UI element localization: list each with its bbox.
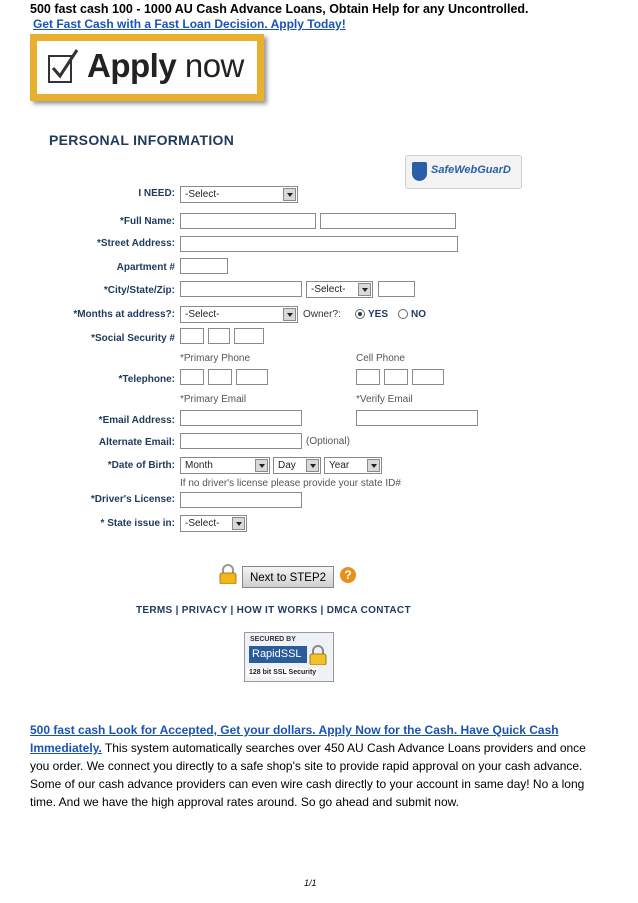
description-paragraph [30,721,608,811]
cell-phone-line-input[interactable] [412,369,444,385]
months-select[interactable]: -Select- [180,306,298,323]
apply-now-banner[interactable] [30,34,264,101]
city-input[interactable] [180,281,302,297]
chevron-down-icon [367,459,380,472]
first-name-input[interactable] [180,213,316,229]
page-title: 500 fast cash 100 - 1000 AU Cash Advance Loans, Obtain Help for any Uncontrolled. [30,2,529,16]
last-name-input[interactable] [320,213,456,229]
city-state-zip-label: *City/State/Zip: [103,285,175,296]
email-input[interactable] [180,410,302,426]
primary-phone-line-input[interactable] [236,369,268,385]
owner-yes-label: YES [368,309,389,320]
license-input[interactable] [180,492,302,508]
email-label: *Email Address: [98,415,175,426]
state-select[interactable]: -Select- [306,281,373,298]
apartment-label: Apartment # [116,262,175,273]
optional-note: (Optional) [306,436,350,447]
ssn-part3-input[interactable] [234,328,264,344]
need-select[interactable]: -Select- [180,186,298,203]
personal-info-heading: PERSONAL INFORMATION [49,132,235,148]
footer-links[interactable]: TERMS | PRIVACY | HOW IT WORKS | DMCA CONTACT [136,605,411,616]
padlock-icon [309,645,327,665]
apply-now-text: Apply now [87,47,244,84]
page-number: 1/1 [304,878,317,888]
chevron-down-icon [283,188,296,201]
owner-no-label: NO [411,309,426,320]
chevron-down-icon [232,517,245,530]
subtitle-link[interactable]: Get Fast Cash with a Fast Loan Decision. Apply Today! [33,17,346,31]
ssn-part1-input[interactable] [180,328,204,344]
verify-email-input[interactable] [356,410,478,426]
state-issue-label: * State issue in: [100,518,175,529]
chevron-down-icon [283,308,296,321]
telephone-label: *Telephone: [118,374,175,385]
primary-phone-prefix-input[interactable] [208,369,232,385]
primary-email-caption: *Primary Email [180,394,247,405]
chevron-down-icon [358,283,371,296]
alt-email-input[interactable] [180,433,302,449]
promo-link[interactable]: 500 fast cash Look for Accepted, Get your dollars. Apply Now for the Cash. Have Quick Cash Immediately. [30,723,559,755]
alt-email-label: Alternate Email: [98,437,175,448]
chevron-down-icon [255,459,268,472]
owner-label: Owner?: [303,309,341,320]
zip-input[interactable] [378,281,415,297]
shield-icon [412,162,427,181]
ssn-part2-input[interactable] [208,328,230,344]
ssl-brand: RapidSSL [249,646,307,663]
ssl-secured-by: SECURED BY [250,636,296,643]
rapidssl-seal [244,632,334,682]
owner-no-radio[interactable] [398,309,408,319]
street-input[interactable] [180,236,458,252]
cell-phone-area-input[interactable] [356,369,380,385]
cell-phone-caption: Cell Phone [356,353,405,364]
dob-month-select[interactable]: Month [180,457,270,474]
help-icon[interactable]: ? [340,567,356,583]
license-label: *Driver's License: [90,494,175,505]
ssn-label: *Social Security # [91,333,175,344]
checkmark-icon [47,48,79,84]
verify-email-caption: *Verify Email [356,394,413,405]
state-issue-select[interactable]: -Select- [180,515,247,532]
cell-phone-prefix-input[interactable] [384,369,408,385]
primary-phone-area-input[interactable] [180,369,204,385]
apartment-input[interactable] [180,258,228,274]
lock-icon [218,564,238,584]
dob-year-select[interactable]: Year [324,457,382,474]
full-name-label: *Full Name: [119,216,175,227]
street-label: *Street Address: [97,238,175,249]
dob-label: *Date of Birth: [107,460,175,471]
license-note: If no driver's license please provide your state ID# [180,478,401,489]
dob-day-select[interactable]: Day [273,457,321,474]
ssl-bits: 128 bit SSL Security [249,669,317,676]
chevron-down-icon [306,459,319,472]
next-step-button[interactable]: Next to STEP2 [242,566,334,588]
need-label: I NEED: [138,188,175,199]
owner-yes-radio[interactable] [355,309,365,319]
primary-phone-caption: *Primary Phone [180,353,251,364]
months-label: *Months at address?: [73,309,175,320]
description-body: This system automatically searches over 450 AU Cash Advance Loans providers and once you order. We connect you directly to a safe shop's site to provide rapid approval on your cash advance. Some of our cash advance providers can even wire cash directly to your account in same day! No a long time. And we have the high approval rates around. So go ahead and submit now. [30,741,586,809]
safewebguard-badge: SafeWebGuarD [405,155,522,189]
